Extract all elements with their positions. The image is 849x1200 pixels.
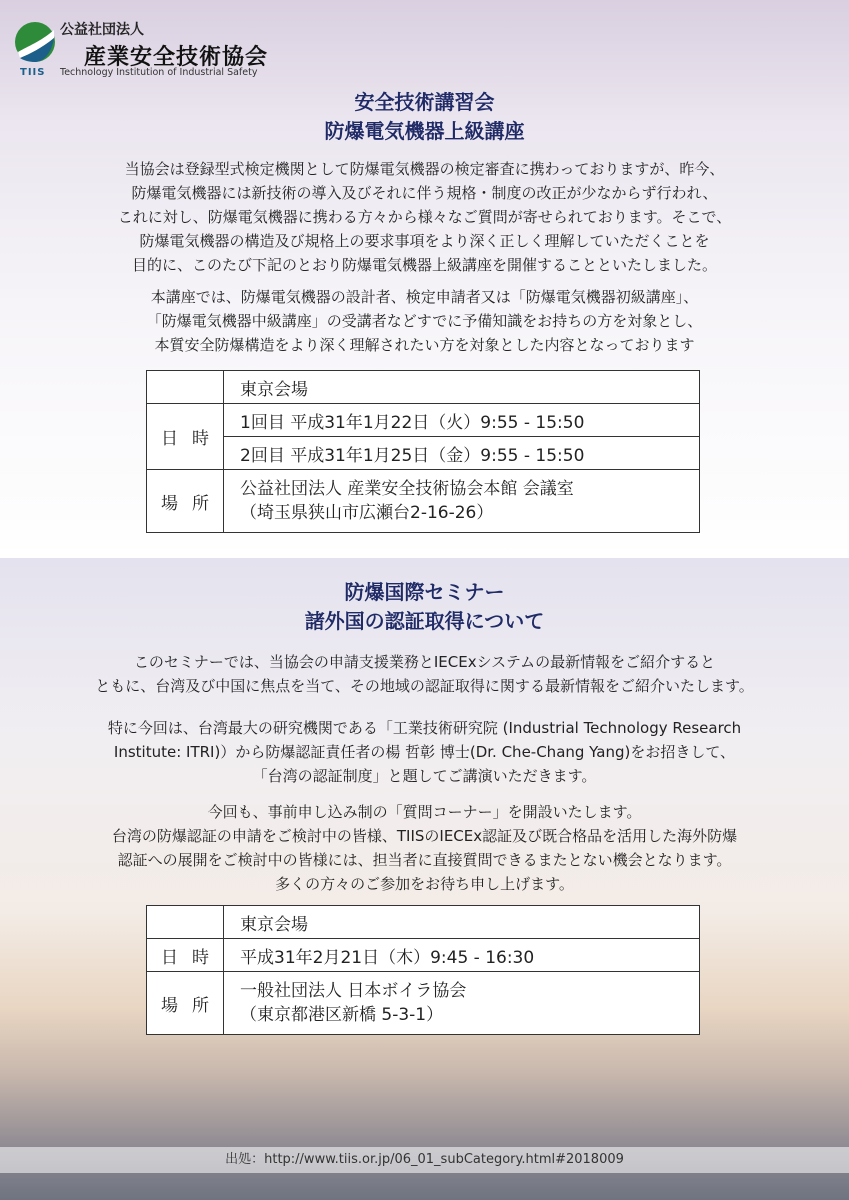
table-cell-empty [147, 906, 224, 939]
place-cell [224, 470, 700, 533]
paragraph-line: 特に今回は、台湾最大の研究機関である「工業技術研究院 (Industrial Technology Research [107, 719, 742, 737]
section2-title-line1: 防爆国際セミナー [344, 580, 505, 604]
table-row [147, 404, 700, 437]
paragraph-line: 目的に、このたび下記のとおり防爆電気機器上級講座を開催することといたしました。 [131, 256, 717, 274]
paragraph-line: これに対し、防爆電気機器に携わる方々から様々なご質問が寄せられております。そこで、 [117, 208, 732, 226]
section2-para1 [0, 650, 849, 698]
section1-title-line1: 安全技術講習会 [354, 90, 495, 114]
tiis-logo-icon [14, 20, 56, 66]
place-name: 一般社団法人 日本ボイラ協会 [240, 981, 467, 1001]
table-row [147, 470, 700, 533]
place-label: 場所 [147, 972, 224, 1035]
table-row [147, 906, 700, 939]
table-row [147, 972, 700, 1035]
paragraph-line: 今回も、事前申し込み制の「質問コーナー」を開設いたします。 [207, 803, 642, 821]
place-address: （東京都港区新橋 5-3-1） [240, 1005, 444, 1025]
paragraph-line: このセミナーでは、当協会の申請支援業務とIECExシステムの最新情報をご紹介すると [133, 653, 716, 671]
section1-title [0, 88, 849, 146]
organization-english-name: Technology Institution of Industrial Safety [60, 67, 258, 78]
section2-para2 [0, 716, 849, 788]
venue-header: 東京会場 [224, 371, 700, 404]
date-label: 日時 [147, 939, 224, 972]
paragraph-line: 本質安全防爆構造をより深く理解されたい方を対象とした内容となっております [154, 336, 695, 354]
section2-schedule-table [146, 905, 700, 1035]
paragraph-line: 「台湾の認証制度」と題してご講演いただきます。 [252, 767, 597, 785]
place-address: （埼玉県狭山市広瀬台2-16-26） [240, 503, 494, 523]
source-url: 出処：http://www.tiis.or.jp/06_01_subCategory.html#2018009 [0, 1147, 849, 1173]
venue-header: 東京会場 [224, 906, 700, 939]
paragraph-line: 本講座では、防爆電気機器の設計者、検定申請者又は「防爆電気機器初級講座」、 [150, 288, 699, 306]
paragraph-line: 台湾の防爆認証の申請をご検討中の皆様、TIISのIECEx認証及び既合格品を活用した海外防爆 [111, 827, 738, 845]
section1-target [0, 285, 849, 357]
paragraph-line: 認証への展開をご検討中の皆様には、担当者に直接質問できるまたとない機会となります。 [117, 851, 732, 869]
place-label: 場所 [147, 470, 224, 533]
section2-title [0, 578, 849, 636]
section1-schedule-table [146, 370, 700, 533]
section1-intro [0, 157, 849, 277]
date-label: 日時 [147, 404, 224, 470]
place-name: 公益社団法人 産業安全技術協会本館 会議室 [240, 479, 574, 499]
place-cell [224, 972, 700, 1035]
table-row [147, 939, 700, 972]
table-row [147, 371, 700, 404]
paragraph-line: 当協会は登録型式検定機関として防爆電気機器の検定審査に携わっておりますが、昨今、 [124, 160, 725, 178]
logo-text: TIIS [20, 67, 46, 78]
date-session-1: 1回目 平成31年1月22日（火）9:55 - 15:50 [224, 404, 700, 437]
section1-title-line2: 防爆電気機器上級講座 [324, 119, 525, 143]
paragraph-line: 多くの方々のご参加をお待ち申し上げます。 [275, 875, 574, 893]
table-cell-empty [147, 371, 224, 404]
date-value: 平成31年2月21日（木）9:45 - 16:30 [224, 939, 700, 972]
paragraph-line: 「防爆電気機器中級講座」の受講者などすでに予備知識をお持ちの方を対象とし、 [146, 312, 703, 330]
date-session-2: 2回目 平成31年1月25日（金）9:55 - 15:50 [224, 437, 700, 470]
paragraph-line: 防爆電気機器の構造及び規格上の要求事項をより深く正しく理解していただくことを [139, 232, 710, 250]
organization-name: 産業安全技術協会 [84, 45, 269, 70]
paragraph-line: ともに、台湾及び中国に焦点を当て、その地域の認証取得に関する最新情報をご紹介いたします。 [95, 677, 754, 695]
paragraph-line: Institute: ITRI)）から防爆認証責任者の楊 哲彰 博士(Dr. Che-Chang Yang)をお招きして、 [113, 743, 736, 761]
section2-title-line2: 諸外国の認証取得について [304, 609, 545, 633]
organization-type: 公益社団法人 [60, 22, 144, 38]
paragraph-line: 防爆電気機器には新技術の導入及びそれに伴う規格・制度の改正が少なからず行われ、 [131, 184, 718, 202]
section2-para3 [0, 800, 849, 896]
table-row [147, 437, 700, 470]
